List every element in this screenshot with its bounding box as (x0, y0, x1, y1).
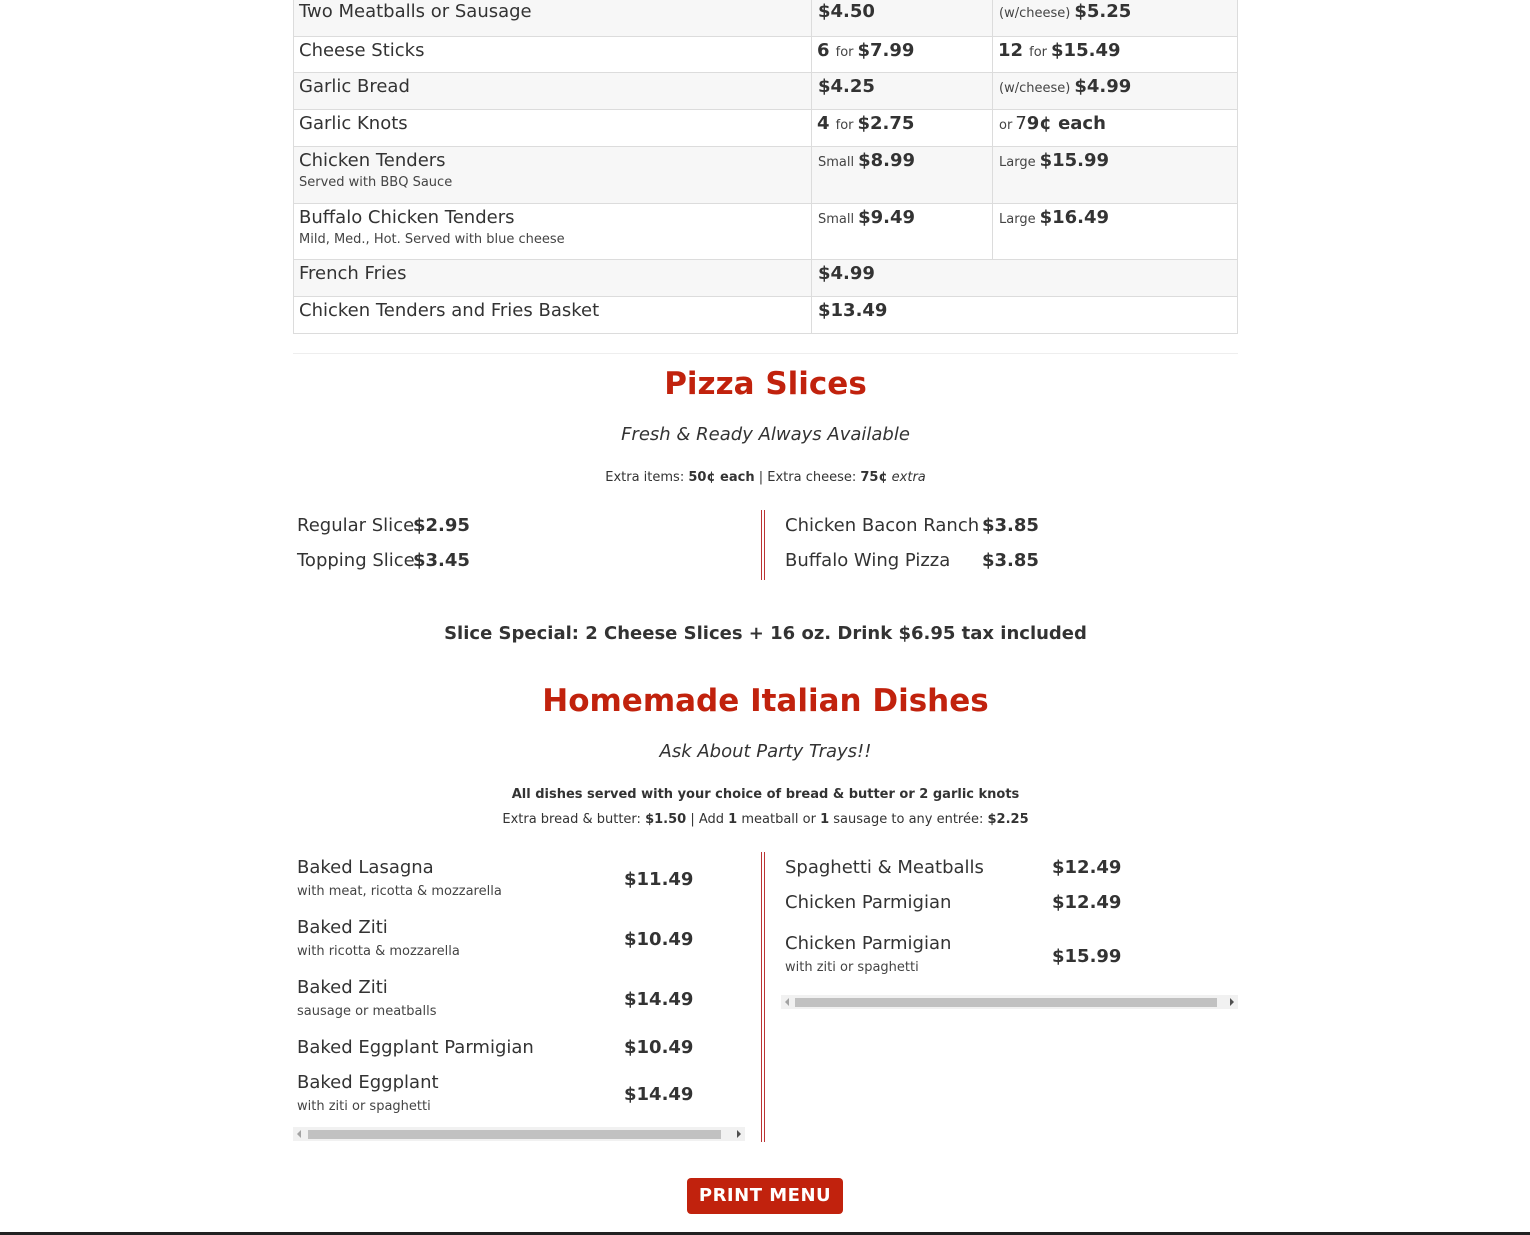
slice-price: $3.85 (982, 550, 1039, 571)
table-row (294, 110, 1238, 147)
item-name: French Fries (299, 263, 407, 284)
scrollbar-thumb[interactable] (795, 998, 1217, 1007)
print-menu-button[interactable]: PRINT MENU (687, 1178, 843, 1214)
dish-price: $11.49 (624, 869, 694, 890)
table-row (294, 297, 1238, 334)
dish-item (297, 977, 436, 1022)
item-price: $2.75 (857, 113, 915, 134)
quantity: 6 (817, 40, 830, 61)
dish-description: with ziti or spaghetti (785, 960, 919, 975)
dish-description: sausage or meatballs (297, 1004, 437, 1019)
item-price: $9.49 (858, 207, 916, 228)
dish-item (297, 1072, 439, 1117)
slice-row (785, 515, 1039, 536)
table-row (294, 147, 1238, 204)
extra-items-price: 50¢ each (688, 470, 755, 485)
dish-price: $15.99 (1052, 946, 1122, 967)
note-text: sausage to any entrée: (833, 812, 984, 827)
slice-row (297, 515, 470, 536)
item-price: 9¢ each (1026, 113, 1106, 134)
dish-item (785, 933, 951, 978)
dish-description: with meat, ricotta & mozzarella (297, 884, 502, 899)
note-count: 1 (820, 812, 830, 827)
price-qualifier: (w/cheese) (999, 6, 1071, 21)
price-qualifier: (w/cheese) (999, 81, 1071, 96)
appetizer-table (293, 0, 1238, 334)
section-divider (293, 353, 1238, 354)
item-name: Chicken Tenders (299, 150, 446, 171)
scroll-left-icon[interactable] (297, 1130, 301, 1138)
dish-item (785, 892, 951, 914)
scroll-right-icon[interactable] (737, 1130, 741, 1138)
table-row (294, 73, 1238, 110)
dish-name: Baked Ziti (297, 977, 388, 998)
extra-cheese-label: Extra cheese: (767, 470, 857, 485)
item-price: $15.49 (1051, 40, 1121, 61)
extras-note (293, 812, 1238, 827)
table-row (294, 37, 1238, 73)
extras-note (293, 470, 1238, 485)
scroll-left-icon[interactable] (785, 998, 789, 1006)
table-row (294, 260, 1238, 297)
dish-item (297, 917, 460, 962)
size-label: Small (818, 212, 855, 227)
item-name: Garlic Knots (299, 113, 408, 134)
extra-items-label: Extra items: (605, 470, 685, 485)
item-name: Garlic Bread (299, 76, 410, 97)
dish-name: Baked Eggplant Parmigian (297, 1037, 534, 1058)
item-price: $4.99 (1074, 76, 1132, 97)
item-name: Cheese Sticks (299, 40, 425, 61)
item-name: Buffalo Chicken Tenders (299, 207, 515, 228)
size-label: Large (999, 212, 1036, 227)
separator: | (758, 470, 764, 485)
dish-name: Baked Ziti (297, 917, 388, 938)
note-count: 1 (728, 812, 738, 827)
price-digit: 7 (1015, 113, 1027, 134)
slice-special: Slice Special: 2 Cheese Slices + 16 oz. Drink $6.95 tax included (444, 623, 1087, 644)
section-title-italian: Homemade Italian Dishes (542, 683, 989, 719)
dish-price: $10.49 (624, 1037, 694, 1058)
item-name: Chicken Tenders and Fries Basket (299, 300, 600, 321)
item-price: $7.99 (857, 40, 915, 61)
for-label: for (835, 45, 854, 60)
note-text: | Add (690, 812, 725, 827)
dish-item (785, 857, 984, 879)
extra-cheese-suffix: extra (891, 470, 926, 485)
note-text: meatball or (741, 812, 816, 827)
slice-row (785, 550, 1039, 571)
item-price: $4.99 (818, 263, 875, 284)
dish-price: $12.49 (1052, 892, 1122, 913)
left-horizontal-scrollbar[interactable] (293, 1127, 745, 1141)
note-price: $1.50 (645, 812, 687, 827)
dish-price: $12.49 (1052, 857, 1122, 878)
dish-price: $10.49 (624, 929, 694, 950)
slice-row (297, 550, 470, 571)
dish-name: Baked Lasagna (297, 857, 434, 878)
scroll-right-icon[interactable] (1230, 998, 1234, 1006)
slice-price: $3.45 (413, 550, 470, 571)
scrollbar-thumb[interactable] (308, 1130, 721, 1139)
slice-name: Regular Slice (297, 515, 415, 536)
dish-item (297, 1037, 534, 1059)
item-name: Two Meatballs or Sausage (299, 1, 532, 22)
item-price: $8.99 (858, 150, 916, 171)
extra-cheese-price: 75¢ (860, 470, 888, 485)
column-divider (761, 510, 765, 580)
dish-item (297, 857, 502, 902)
note-text: Extra bread & butter: (502, 812, 641, 827)
slice-price: $3.85 (982, 515, 1039, 536)
dish-name: Chicken Parmigian (785, 933, 952, 954)
quantity: 4 (817, 113, 830, 134)
table-row (294, 204, 1238, 260)
item-price: $4.50 (818, 1, 875, 22)
section-subtitle: Fresh & Ready Always Available (621, 424, 910, 445)
size-label: Small (818, 155, 855, 170)
size-label: Large (999, 155, 1036, 170)
table-row (294, 0, 1238, 37)
item-price: $16.49 (1039, 207, 1110, 228)
slice-name: Buffalo Wing Pizza (785, 550, 951, 571)
quantity: 12 (998, 40, 1024, 61)
slice-name: Topping Slice (297, 550, 415, 571)
slice-price: $2.95 (413, 515, 470, 536)
dish-name: Chicken Parmigian (785, 892, 952, 913)
section-title-pizza-slices: Pizza Slices (664, 366, 867, 402)
section-subtitle: Ask About Party Trays!! (659, 741, 872, 762)
dish-name: Spaghetti & Meatballs (785, 857, 984, 878)
item-price: $4.25 (818, 76, 875, 97)
dish-description: with ricotta & mozzarella (297, 944, 460, 959)
dish-name: Baked Eggplant (297, 1072, 439, 1093)
item-price: $15.99 (1039, 150, 1110, 171)
dish-price: $14.49 (624, 1084, 694, 1105)
served-with-note: All dishes served with your choice of bread & butter or 2 garlic knots (511, 787, 1020, 802)
note-price: $2.25 (987, 812, 1029, 827)
item-description: Served with BBQ Sauce (299, 175, 453, 190)
item-price: $13.49 (818, 300, 888, 321)
price-qualifier: or (999, 118, 1013, 133)
column-divider (761, 852, 765, 1142)
slice-name: Chicken Bacon Ranch (785, 515, 980, 536)
item-price: $5.25 (1074, 1, 1132, 22)
dish-description: with ziti or spaghetti (297, 1099, 431, 1114)
dish-price: $14.49 (624, 989, 694, 1010)
item-description: Mild, Med., Hot. Served with blue cheese (299, 232, 565, 247)
right-horizontal-scrollbar[interactable] (781, 995, 1238, 1009)
for-label: for (835, 118, 854, 133)
for-label: for (1029, 45, 1048, 60)
